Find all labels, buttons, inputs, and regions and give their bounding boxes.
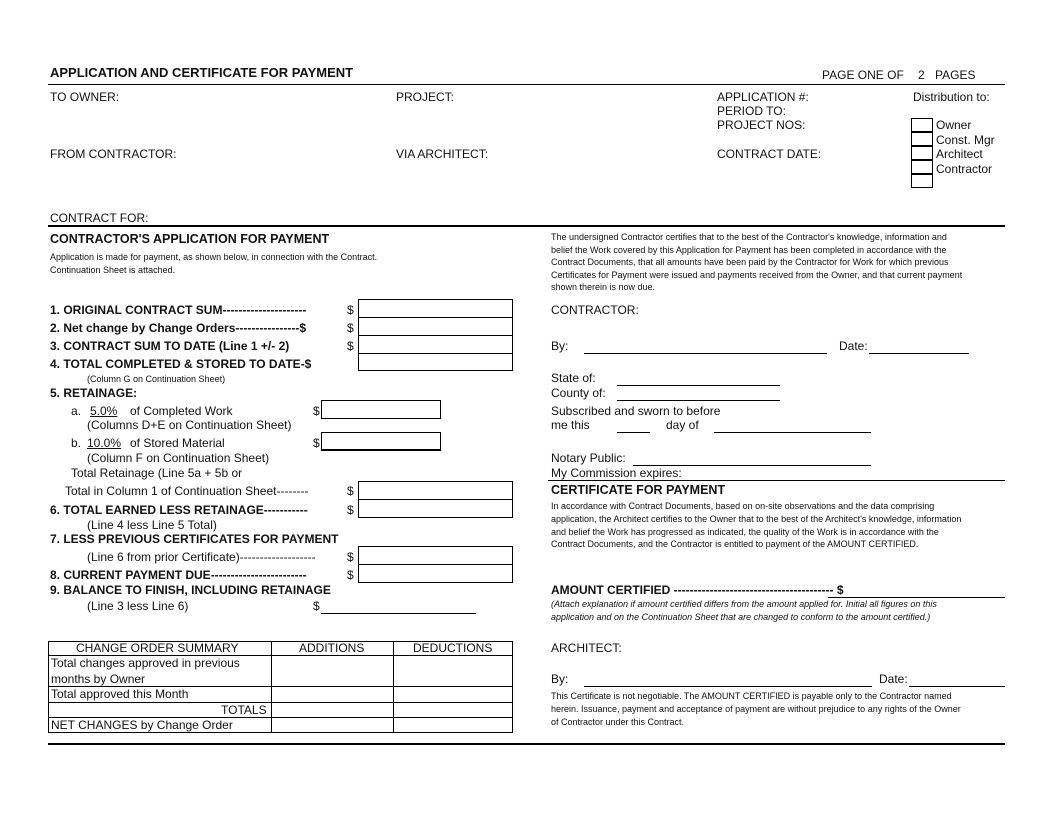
period-to-label: PERIOD TO:	[717, 104, 786, 118]
blank-checkbox[interactable]	[911, 174, 933, 188]
certificate-para-4: Contract Documents, and the Contractor is entitled to payment of the AMOUNT CERTIFIED.	[551, 539, 919, 549]
line6-dollar: $	[347, 503, 354, 517]
total-retainage-field[interactable]	[359, 482, 512, 499]
col-deductions: DEDUCTIONS	[413, 641, 493, 655]
from-contractor-label: FROM CONTRACTOR:	[50, 147, 177, 161]
total-retainage-1: Total Retainage (Line 5a + 5b or	[71, 466, 243, 480]
row-totals: TOTALS	[221, 703, 267, 717]
architect-by-field[interactable]	[584, 686, 872, 687]
line5a-label: of Completed Work	[130, 404, 233, 418]
line9-dollar: $	[313, 599, 320, 613]
line9-label: 9. BALANCE TO FINISH, INCLUDING RETAINAGE	[50, 583, 331, 597]
line3-label: 3. CONTRACT SUM TO DATE (Line 1 +/- 2)	[50, 339, 290, 353]
certificate-rule	[548, 480, 1005, 481]
footer-para-2: herein. Issuance, payment and acceptance of payment are without prejudice to any rights of the Owner	[551, 704, 961, 714]
dist-const-mgr: Const. Mgr	[936, 133, 995, 147]
row-prev-2: months by Owner	[51, 672, 146, 686]
state-of-field[interactable]	[617, 385, 780, 386]
table-divider	[271, 641, 272, 733]
application-intro-2: Continuation Sheet is attached.	[50, 265, 176, 275]
contract-for-label: CONTRACT FOR:	[50, 211, 149, 225]
col-additions: ADDITIONS	[299, 641, 365, 655]
line1-dollar: $	[347, 303, 354, 317]
line8-label: 8. CURRENT PAYMENT DUE------------------------	[50, 568, 307, 582]
col-change-order-summary: CHANGE ORDER SUMMARY	[76, 641, 239, 655]
line2-label: 2. Net change by Change Orders----------------$	[50, 321, 306, 335]
line5b-note: (Column F on Continuation Sheet)	[87, 451, 270, 465]
certificate-para-1: In accordance with Contract Documents, based on on-site observations and the data comprising	[551, 501, 935, 511]
architect-label: ARCHITECT:	[551, 641, 622, 655]
section-rule	[48, 225, 1005, 227]
via-architect-label: VIA ARCHITECT:	[396, 147, 489, 161]
cert-para-3: Contract Documents, that all amounts have been paid by the Contractor for Work for which previous	[551, 257, 949, 267]
contractor-by-label: By:	[551, 339, 569, 353]
net-change-field[interactable]	[359, 318, 512, 335]
line4-label: 4. TOTAL COMPLETED & STORED TO DATE-$	[50, 357, 312, 371]
const-mgr-checkbox[interactable]	[911, 132, 933, 146]
architect-date-field[interactable]	[909, 686, 1005, 687]
contractor-checkbox[interactable]	[911, 160, 933, 174]
dist-architect: Architect	[936, 147, 983, 161]
contractor-by-field[interactable]	[584, 353, 827, 354]
footer-para-3: of Contractor under this Contract.	[551, 717, 685, 727]
application-heading: CONTRACTOR'S APPLICATION FOR PAYMENT	[50, 232, 330, 246]
total-completed-field[interactable]	[359, 354, 512, 370]
day-of-label: day of	[666, 418, 699, 432]
balance-to-finish-field[interactable]	[321, 613, 476, 614]
line5b-percent: 10.0%	[87, 436, 122, 450]
day-field[interactable]	[617, 432, 650, 433]
dist-owner: Owner	[936, 118, 972, 132]
row-net: NET CHANGES by Change Order	[51, 718, 233, 732]
notary-label: Notary Public:	[551, 451, 626, 465]
contract-date-label: CONTRACT DATE:	[717, 147, 822, 161]
attach-note-1: (Attach explanation if amount certified differs from the amount applied for. Initial all figures on this	[551, 599, 937, 609]
retainage-stored-field[interactable]	[321, 432, 441, 451]
amount-certified-label: AMOUNT CERTIFIED ---------------------------------------- $	[551, 583, 844, 597]
to-owner-label: TO OWNER:	[50, 90, 120, 104]
certificate-para-3: and belief the Work has progressed as indicated, the quality of the Work is in accordance with the	[551, 527, 939, 537]
cert-para-1: The undersigned Contractor certifies that to the best of the Contractor's knowledge, information and	[551, 232, 947, 242]
county-of-field[interactable]	[617, 400, 780, 401]
contractor-date-field[interactable]	[869, 353, 969, 354]
original-contract-sum-field[interactable]	[359, 300, 512, 317]
line6-note: (Line 4 less Line 5 Total)	[87, 518, 217, 532]
architect-checkbox[interactable]	[911, 146, 933, 160]
state-of-label: State of:	[551, 371, 596, 385]
dist-contractor: Contractor	[936, 162, 993, 176]
line5-label: 5. RETAINAGE:	[50, 386, 138, 400]
line7-dollar: $	[347, 550, 354, 564]
total-retainage-2: Total in Column 1 of Continuation Sheet--------	[65, 484, 309, 498]
total-earned-field[interactable]	[359, 500, 512, 517]
contractor-label: CONTRACTOR:	[551, 303, 639, 317]
line6-label: 6. TOTAL EARNED LESS RETAINAGE-----------	[50, 503, 308, 517]
distribution-label: Distribution to:	[913, 90, 990, 104]
commission-label: My Commission expires:	[551, 466, 682, 480]
line5a-percent: 5.0%	[90, 404, 118, 418]
line5b-prefix: b.	[71, 436, 82, 450]
line3-dollar: $	[347, 339, 354, 353]
me-this-label: me this	[551, 418, 590, 432]
line7-note: (Line 6 from prior Certificate)-------------------	[87, 550, 316, 564]
line4-note: (Column G on Continuation Sheet)	[87, 374, 226, 384]
application-number-label: APPLICATION #:	[717, 90, 809, 104]
architect-date-label: Date:	[879, 672, 908, 686]
row-month: Total approved this Month	[51, 687, 189, 701]
cert-para-4: Certificates for Payment were issued and payments received from the Owner, and that current payment	[551, 269, 963, 280]
line1-label: 1. ORIGINAL CONTRACT SUM---------------------	[50, 303, 307, 317]
footer-para-1: This Certificate is not negotiable. The AMOUNT CERTIFIED is payable only to the Contractor named	[551, 691, 952, 701]
table-divider	[393, 641, 394, 733]
contractor-date-label: Date:	[839, 339, 868, 353]
owner-checkbox[interactable]	[911, 118, 933, 132]
line5a-prefix: a.	[71, 404, 82, 418]
contract-sum-to-date-field[interactable]	[359, 336, 512, 353]
attach-note-2: application and on the Continuation Sheet that are changed to conform to the amount certified.)	[551, 612, 931, 622]
current-payment-due-field[interactable]	[359, 565, 512, 582]
subscribed-label: Subscribed and sworn to before	[551, 404, 721, 418]
retainage-completed-field[interactable]	[321, 400, 441, 419]
project-nos-label: PROJECT NOS:	[717, 118, 806, 132]
cert-para-2: belief the Work covered by this Application for Payment has been completed in accordance with the	[551, 244, 947, 255]
certificate-heading: CERTIFICATE FOR PAYMENT	[551, 483, 726, 497]
line5b-label: of Stored Material	[130, 436, 225, 450]
header-rule	[48, 84, 1005, 85]
architect-by-label: By:	[551, 672, 569, 686]
county-of-label: County of:	[551, 386, 606, 400]
pages-label: PAGES	[935, 68, 976, 82]
bottom-rule	[48, 743, 1005, 745]
line9-note: (Line 3 less Line 6)	[87, 599, 189, 613]
page-count: 2	[918, 68, 925, 82]
cert-para-5: shown therein is now due.	[551, 282, 656, 292]
line2-dollar: $	[347, 321, 354, 335]
line8-dollar: $	[347, 568, 354, 582]
line5a-note: (Columns D+E on Continuation Sheet)	[87, 418, 292, 432]
application-intro-1: Application is made for payment, as shown below, in connection with the Contract.	[50, 252, 378, 262]
certificate-para-2: application, the Architect certifies to the Owner that to the best of the Architect's knowledge, information	[551, 514, 962, 524]
table-divider	[48, 702, 513, 703]
total-retainage-dollar: $	[347, 484, 354, 498]
project-label: PROJECT:	[396, 90, 455, 104]
line5a-dollar: $	[313, 404, 320, 418]
line7-label: 7. LESS PREVIOUS CERTIFICATES FOR PAYMENT	[50, 532, 339, 546]
page-title: APPLICATION AND CERTIFICATE FOR PAYMENT	[50, 65, 354, 80]
row-prev-1: Total changes approved in previous	[51, 656, 240, 670]
line5b-dollar: $	[313, 436, 320, 450]
page-label: PAGE ONE OF	[822, 68, 904, 82]
month-field[interactable]	[714, 432, 871, 433]
previous-certificates-field[interactable]	[359, 547, 512, 564]
